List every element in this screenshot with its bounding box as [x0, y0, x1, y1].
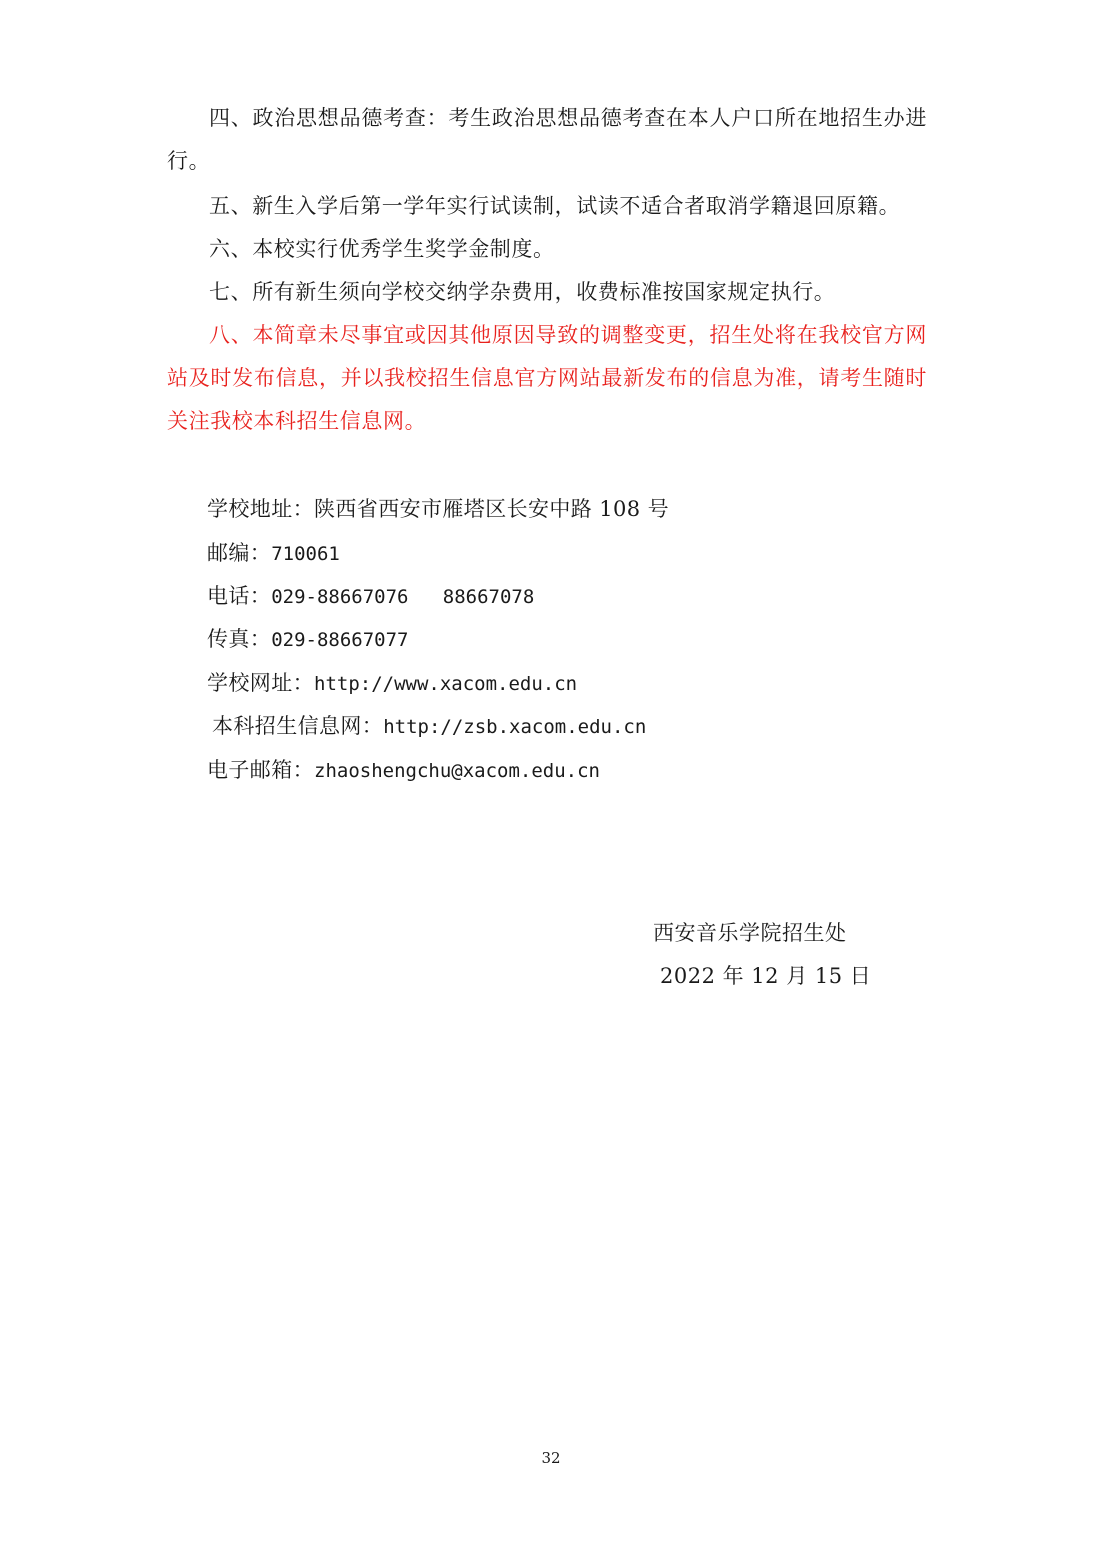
contact-website-link[interactable]: http://www.xacom.edu.cn [314, 673, 578, 695]
clause-8-notice-red: 八、本简章未尽事宜或因其他原因导致的调整变更，招生处将在我校官方网站及时发布信息，并以我校招生信息官方网站最新发布的信息为准，请考生随时关注我校本科招生信息网。 [167, 323, 927, 433]
contact-admissions-link[interactable]: http://zsb.xacom.edu.cn [383, 716, 647, 738]
contact-fax-value: 029-88667077 [271, 629, 409, 651]
contact-email-link[interactable]: zhaoshengchu@xacom.edu.cn [314, 760, 600, 782]
contact-phone [207, 581, 534, 612]
contact-postcode-label: 邮编： [207, 541, 272, 565]
contact-email [207, 755, 600, 786]
page-number: 32 [541, 1449, 561, 1467]
clause-5-trial-study: 五、新生入学后第一学年实行试读制，试读不适合者取消学籍退回原籍。 [209, 194, 901, 218]
contact-address-value: 陕西省西安市雁塔区长安中路 108 号 [314, 497, 670, 521]
clause-7-fees: 七、所有新生须向学校交纳学杂费用，收费标准按国家规定执行。 [209, 280, 836, 304]
contact-postcode [207, 538, 340, 569]
contact-address-label: 学校地址： [207, 497, 314, 521]
signature-date: 2022 年 12 月 15 日 [660, 964, 872, 988]
contact-website [207, 668, 577, 699]
contact-email-label: 电子邮箱： [207, 758, 314, 782]
clause-6-scholarship: 六、本校实行优秀学生奖学金制度。 [209, 237, 555, 261]
contact-admissions-site [212, 711, 646, 742]
clause-4-political-review: 四、政治思想品德考查：考生政治思想品德考查在本人户口所在地招生办进行。 [167, 106, 927, 173]
contact-fax [207, 624, 408, 655]
contact-postcode-value: 710061 [271, 543, 340, 565]
contact-address [207, 494, 669, 524]
contact-website-label: 学校网址： [207, 671, 314, 695]
contact-phone-label: 电话： [207, 584, 272, 608]
signature-org: 西安音乐学院招生处 [653, 921, 847, 945]
contact-admissions-label: 本科招生信息网： [212, 714, 384, 738]
contact-fax-label: 传真： [207, 627, 272, 651]
contact-phone-value: 029-88667076 88667078 [271, 586, 535, 608]
